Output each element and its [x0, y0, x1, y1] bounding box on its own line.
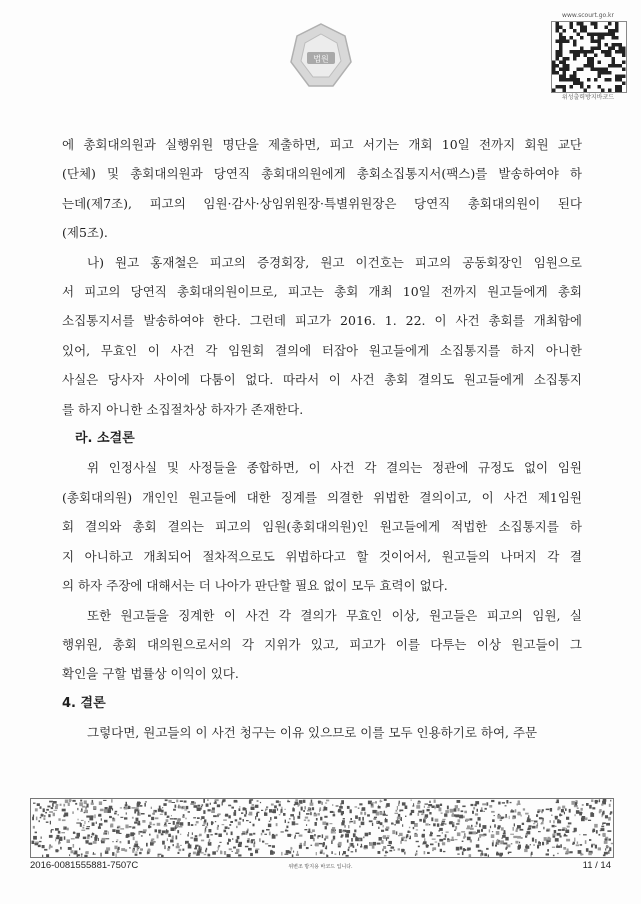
text-line: 를 하지 아니한 소집절차상 하자가 존재한다.	[62, 401, 304, 417]
document-body	[62, 130, 582, 748]
text-line: 사실은 당사자 사이에 다툼이 없다. 따라서 이 사건 총회 결의도 원고들에게 소집통지	[62, 372, 582, 388]
barcode-note: 위변조 방지용 바코드 입니다.	[288, 864, 353, 870]
paragraph-2	[62, 248, 582, 424]
text-line: 회 결의와 총회 결의는 피고의 임원(총회대의원)인 원고들에게 적법한 소집통지를 하	[62, 519, 582, 535]
page-number: 11 / 14	[582, 860, 611, 871]
court-url: www.scourt.go.kr	[562, 12, 614, 19]
text-line: 의 하자 주장에 대해서는 더 나아가 판단할 필요 없이 모두 효력이 없다.	[62, 578, 448, 594]
court-seal-logo	[287, 22, 355, 92]
text-line: 확인을 구할 법률상 이익이 있다.	[62, 666, 239, 682]
text-line: (총회대의원) 개인인 원고들에 대한 징계를 의결한 위법한 결의이고, 이 사건 제1임원	[62, 489, 582, 505]
text-line: 위 인정사실 및 사정들을 종합하면, 이 사건 각 결의는 정관에 규정도 없이 임원	[87, 460, 582, 476]
text-line: 서 피고의 당연직 총회대의원이므로, 피고는 총회 개최 10일 전까지 원고들에게 총회	[62, 284, 582, 300]
text-line: (단체) 및 총회대의원과 당연직 총회대의원에게 총회소집통지서(팩스)를 발송하여야 하	[62, 166, 582, 182]
paragraph-3	[62, 453, 582, 600]
text-line: (제5조).	[62, 225, 108, 241]
paragraph-1	[62, 130, 582, 248]
text-line: 에 총회대의원과 실행위원 명단을 제출하면, 피고 서기는 개회 10일 전까지 회원 교단	[62, 137, 582, 152]
text-line: 소집통지서를 발송하여야 한다. 그런데 피고가 2016. 1. 22. 이 사건 총회를 개최함에	[62, 313, 582, 329]
anti-forgery-barcode	[30, 798, 614, 858]
section-heading-conclusion: 4. 결론	[62, 695, 106, 711]
document-code: 2016-0081555881-7507C	[30, 860, 139, 871]
anti-copy-qr-code	[551, 21, 627, 93]
text-line: 또한 원고들을 징계한 이 사건 각 결의가 무효인 이상, 원고들은 피고의 임원, 실	[87, 607, 582, 623]
seal-text: 법원	[313, 54, 329, 64]
paragraph-5	[62, 718, 582, 747]
text-line: 그렇다면, 원고들의 이 사건 청구는 이유 있으므로 이를 모두 인용하기로 하여, 주문	[87, 725, 538, 741]
section-heading-conclusion-summary: 라. 소결론	[75, 431, 135, 447]
text-line: 는데(제7조), 피고의 임원·감사·상임위원장·특별위원장은 당연직 총회대의원이 된다	[62, 195, 582, 211]
qr-caption: 위성출력방지바코드	[561, 94, 615, 101]
text-line: 나) 원고 홍재철은 피고의 증경회장, 원고 이건호는 피고의 공동회장인 임원으로	[87, 254, 582, 270]
text-line: 있어, 무효인 이 사건 각 임원회 결의에 터잡아 원고들에게 소집통지를 하지 아니한	[62, 342, 582, 358]
paragraph-4	[62, 601, 582, 689]
text-line: 행위원, 총회 대의원으로서의 각 지위가 있고, 피고가 이를 다투는 이상 원고들이 그	[62, 636, 582, 652]
text-line: 지 아니하고 개최되어 절차적으로도 위법하다고 할 것이어서, 원고들의 나머지 각 결	[62, 548, 582, 564]
